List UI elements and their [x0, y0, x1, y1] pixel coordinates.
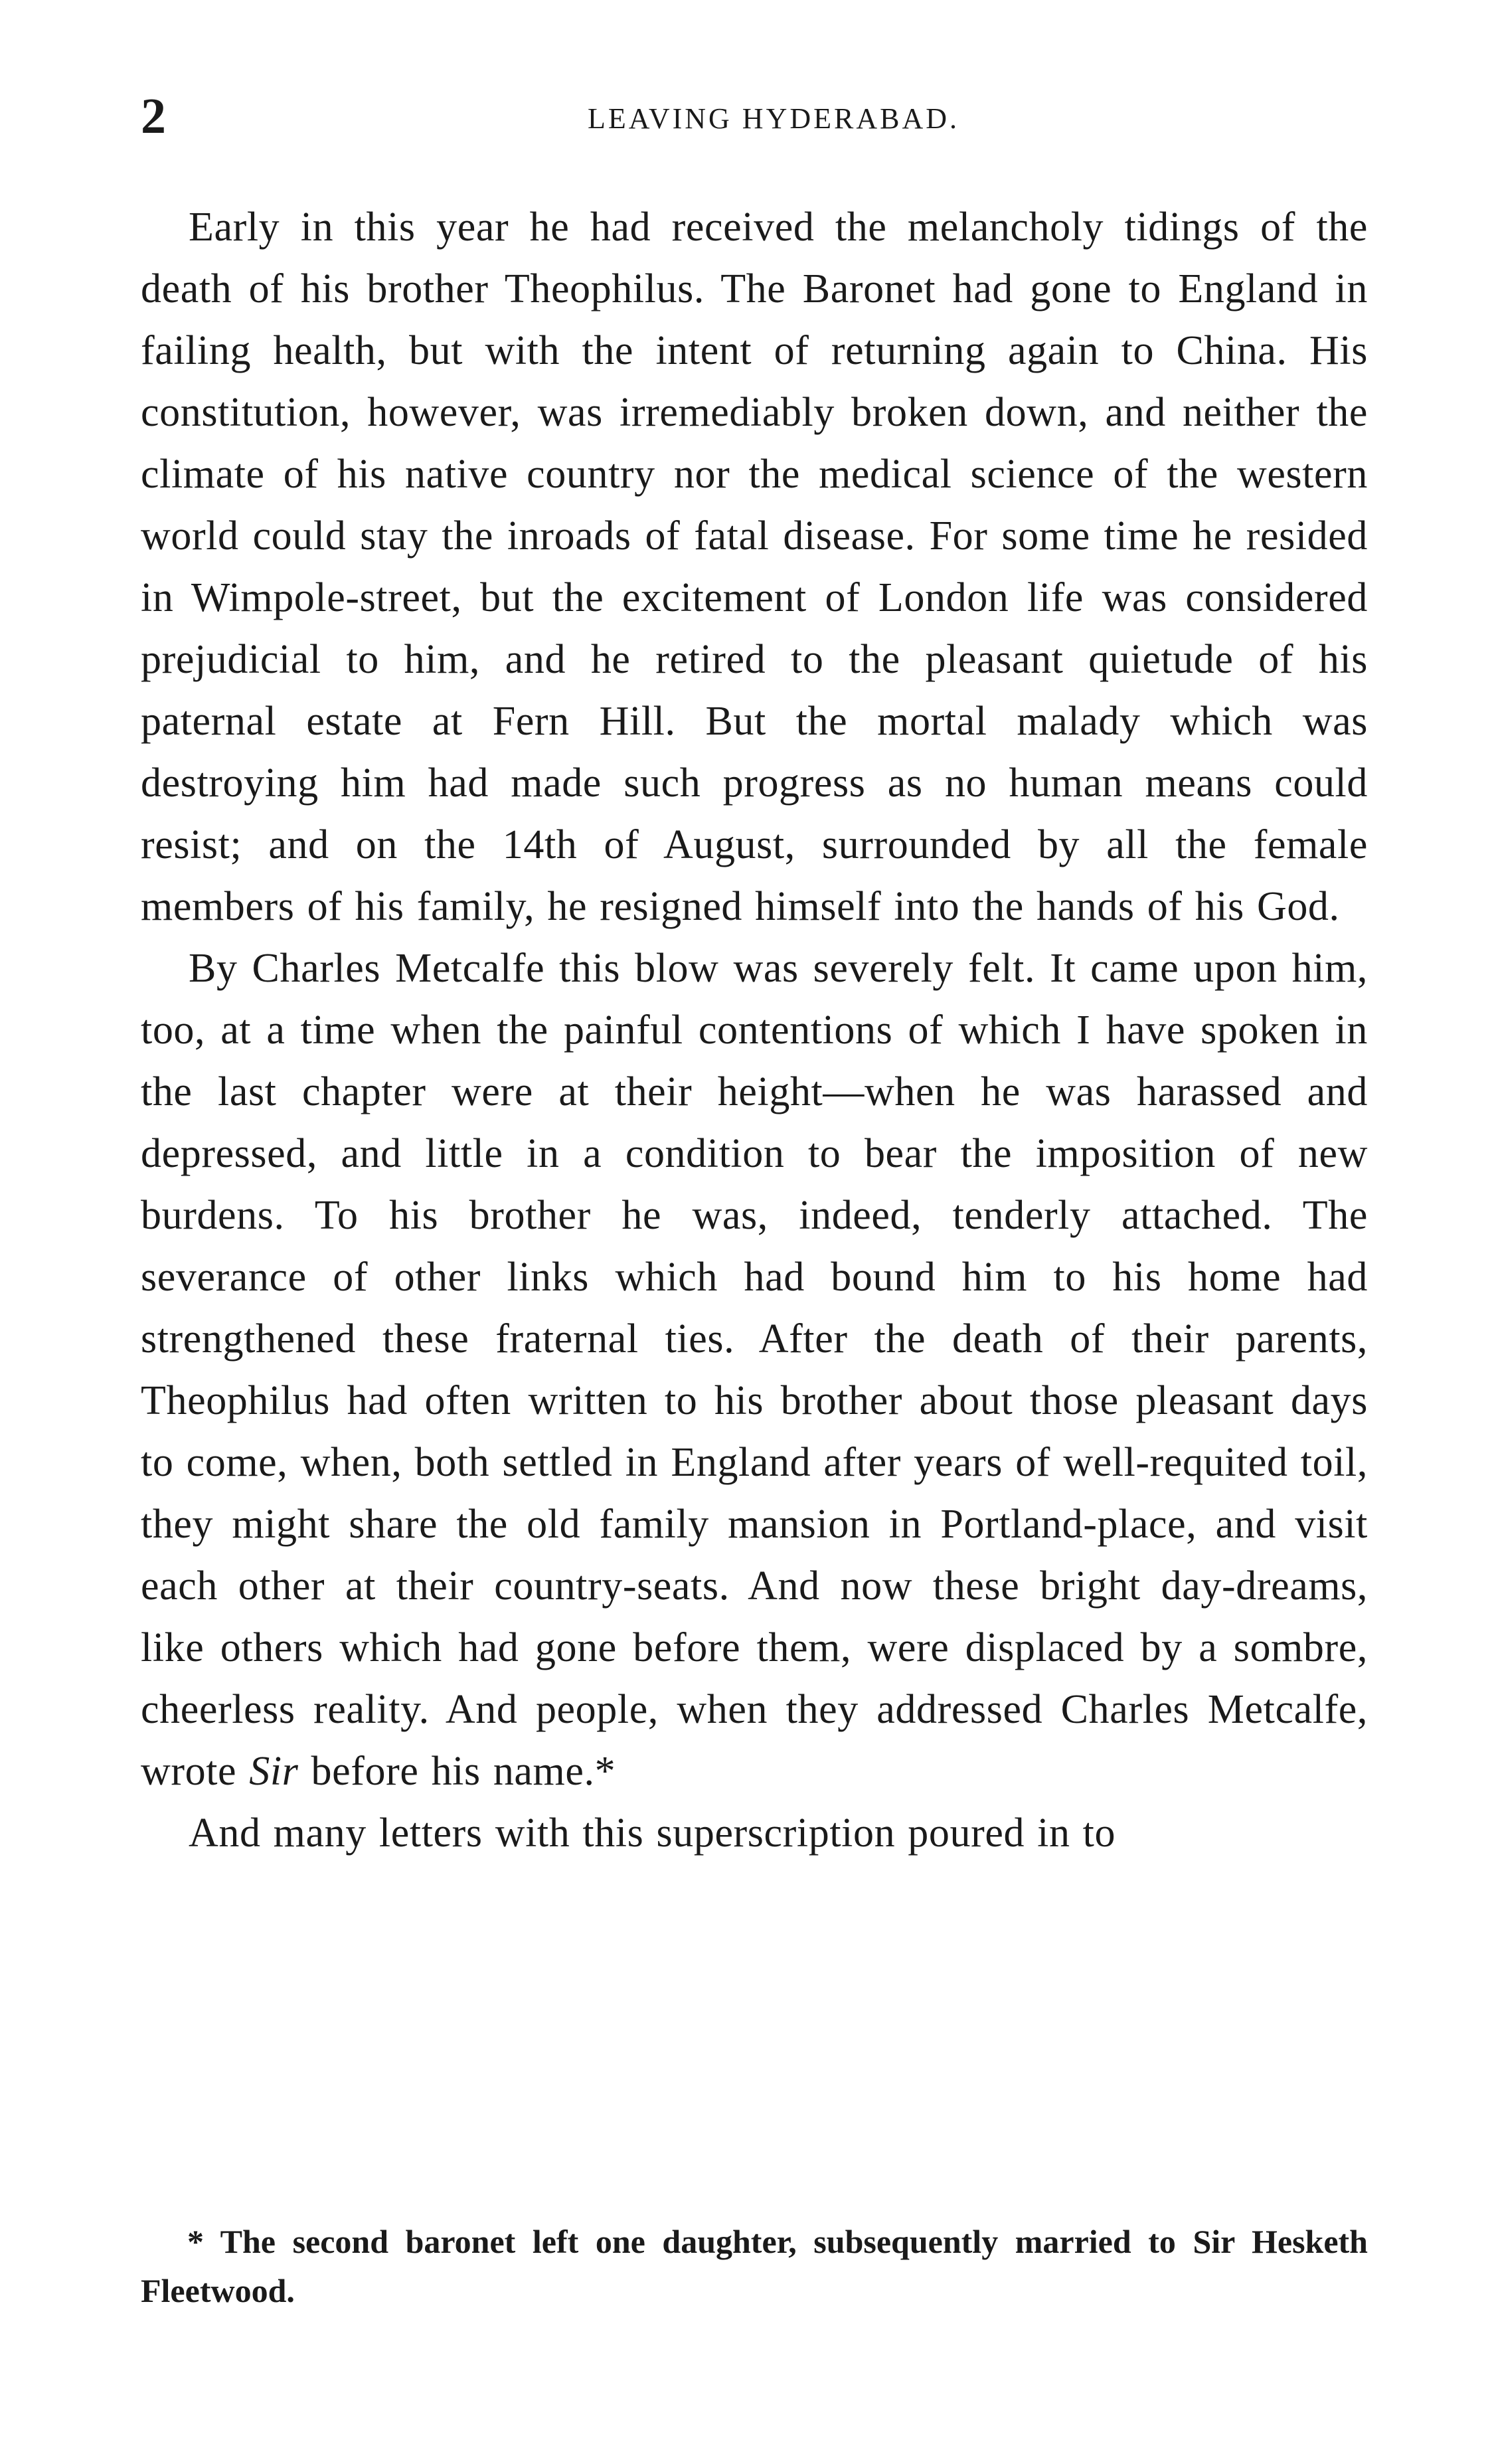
footnote-text: * The second baronet left one daughter, subsequently married to Sir Hesketh Fleetwood. — [141, 2223, 1368, 2309]
page-number: 2 — [141, 88, 166, 144]
paragraph-1: Early in this year he had received the melancholy tidings of the death of his brother Theophilus. The Baronet had gone to England in failing health, but with the intent of returning again to China. His constitution, however, was irremediably broken down, and neither the climate of his native country nor the medical science of the western world could stay the inroads of fatal disease. For some time he resided in Wimpole-street, but the excitement of London life was considered prejudicial to him, and he retired to the pleasant quietude of his paternal estate at Fern Hill. But the mortal malady which was destroying him had made such progress as no human means could resist; and on the 14th of August, surrounded by all the female members of his family, he resigned himself into the hands of his God. — [141, 205, 1368, 929]
paragraph-2-tail: before his name.* — [311, 1749, 616, 1794]
paragraph-2 — [141, 938, 1368, 1803]
emphasis-sir: Sir — [249, 1749, 299, 1794]
body-text — [141, 197, 1368, 1864]
running-title: LEAVING HYDERABAD. — [587, 102, 960, 135]
paragraph-3: And many letters with this superscription poured in to — [189, 1810, 1116, 1856]
footnote — [141, 2217, 1368, 2315]
running-head — [133, 90, 1374, 143]
paragraph-2-text: By Charles Metcalfe this blow was severely felt. It came upon him, too, at a time when the painful contentions of which I have spoken in the last chapter were at their height—when he was harassed and depressed, and little in a condition to bear the imposition of new burdens. To his brother he was, indeed, tenderly attached. The severance of other links which had bound him to his home had strengthened these fraternal ties. After the death of their parents, Theophilus had often written to his brother about those pleasant days to come, when, both settled in England after years of well-requited toil, they might share the old family mansion in Portland-place, and visit each other at their country-seats. And now these bright day-dreams, like others which had gone before them, were displaced by a sombre, cheerless reality. And people, when they addressed Charles Metcalfe, wrote — [141, 946, 1368, 1794]
